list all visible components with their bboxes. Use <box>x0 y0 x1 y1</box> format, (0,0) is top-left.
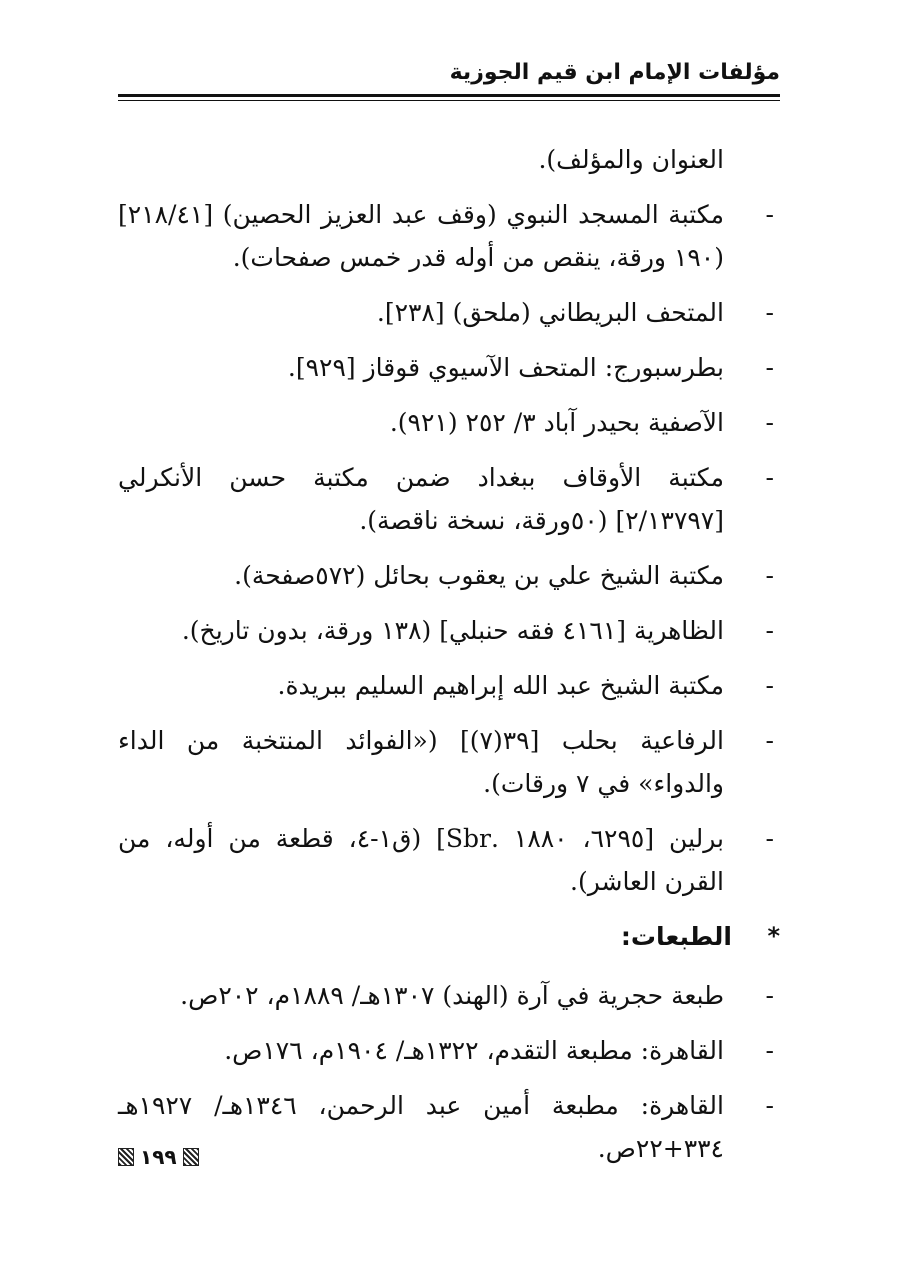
page-footer <box>118 1146 199 1168</box>
manuscript-text: بطرسبورج: المتحف الآسيوي قوقاز [٩٢٩]. <box>287 353 724 382</box>
manuscript-item <box>118 401 780 444</box>
manuscript-text: مكتبة المسجد النبوي (وقف عبد العزيز الحصين) [٢١٨/٤١] (١٩٠ ورقة، ينقص من أوله قدر خمس صفحات). <box>118 200 724 272</box>
manuscript-item <box>118 609 780 652</box>
manuscript-text: المتحف البريطاني (ملحق) [٢٣٨]. <box>376 298 724 327</box>
list-dash: - <box>765 726 774 755</box>
list-dash: - <box>765 561 774 590</box>
manuscript-text: برلين [٦٢٩٥، ١٨٨٠ .Sbr] (ق١-٤، قطعة من أوله، من القرن العاشر). <box>118 824 724 896</box>
edition-item <box>118 1029 780 1072</box>
edition-item <box>118 974 780 1017</box>
ornament-icon <box>183 1148 199 1166</box>
manuscript-item <box>118 554 780 597</box>
list-dash: - <box>765 463 774 492</box>
manuscript-text: الرفاعية بحلب [٣٩(٧)] («الفوائد المنتخبة من الداء والدواء» في ٧ ورقات). <box>118 726 724 798</box>
list-dash: - <box>765 1091 774 1120</box>
list-dash: - <box>765 408 774 437</box>
manuscript-item <box>118 346 780 389</box>
list-dash: - <box>765 671 774 700</box>
asterisk-icon: * <box>767 922 780 950</box>
list-dash: - <box>765 353 774 382</box>
edition-item <box>118 1084 780 1170</box>
manuscript-item <box>118 719 780 805</box>
header-rule-thick <box>118 94 780 97</box>
list-dash: - <box>765 981 774 1010</box>
edition-text: طبعة حجرية في آرة (الهند) ١٣٠٧هـ/ ١٨٨٩م، ٢٠٢ص. <box>180 981 724 1010</box>
page-header <box>118 58 780 102</box>
ornament-icon <box>118 1148 134 1166</box>
intro-text: العنوان والمؤلف). <box>538 145 724 174</box>
page-number: ١٩٩ <box>140 1145 177 1169</box>
section-title: الطبعات: <box>620 922 732 951</box>
manuscript-text: الظاهرية [٤١٦١ فقه حنبلي] (١٣٨ ورقة، بدون تاريخ). <box>181 616 724 645</box>
manuscript-text: مكتبة الشيخ عبد الله إبراهيم السليم ببريدة. <box>277 671 724 700</box>
manuscript-item <box>118 817 780 903</box>
manuscript-text: مكتبة الأوقاف ببغداد ضمن مكتبة حسن الأنكرلي [٢/١٣٧٩٧] (٥٠ورقة، نسخة ناقصة). <box>118 463 724 535</box>
manuscript-item <box>118 456 780 542</box>
manuscript-item <box>118 664 780 707</box>
header-rule-thin <box>118 100 780 101</box>
manuscript-item <box>118 193 780 279</box>
edition-text: القاهرة: مطبعة أمين عبد الرحمن، ١٣٤٦هـ/ ١٩٢٧هـ ٣٣٤+٢٢ص. <box>118 1091 724 1163</box>
list-dash: - <box>765 824 774 853</box>
manuscript-text: الآصفية بحيدر آباد ٣/ ٢٥٢ (٩٢١). <box>389 408 724 437</box>
section-heading <box>118 915 780 958</box>
manuscript-text: مكتبة الشيخ علي بن يعقوب بحائل (٥٧٢صفحة). <box>234 561 724 590</box>
list-dash: - <box>765 200 774 229</box>
edition-text: القاهرة: مطبعة التقدم، ١٣٢٢هـ/ ١٩٠٤م، ١٧٦ص. <box>224 1036 724 1065</box>
list-dash: - <box>765 616 774 645</box>
page-body <box>118 138 780 1182</box>
running-title: مؤلفات الإمام ابن قيم الجوزية <box>449 60 780 85</box>
list-dash: - <box>765 298 774 327</box>
manuscript-item <box>118 291 780 334</box>
list-dash: - <box>765 1036 774 1065</box>
